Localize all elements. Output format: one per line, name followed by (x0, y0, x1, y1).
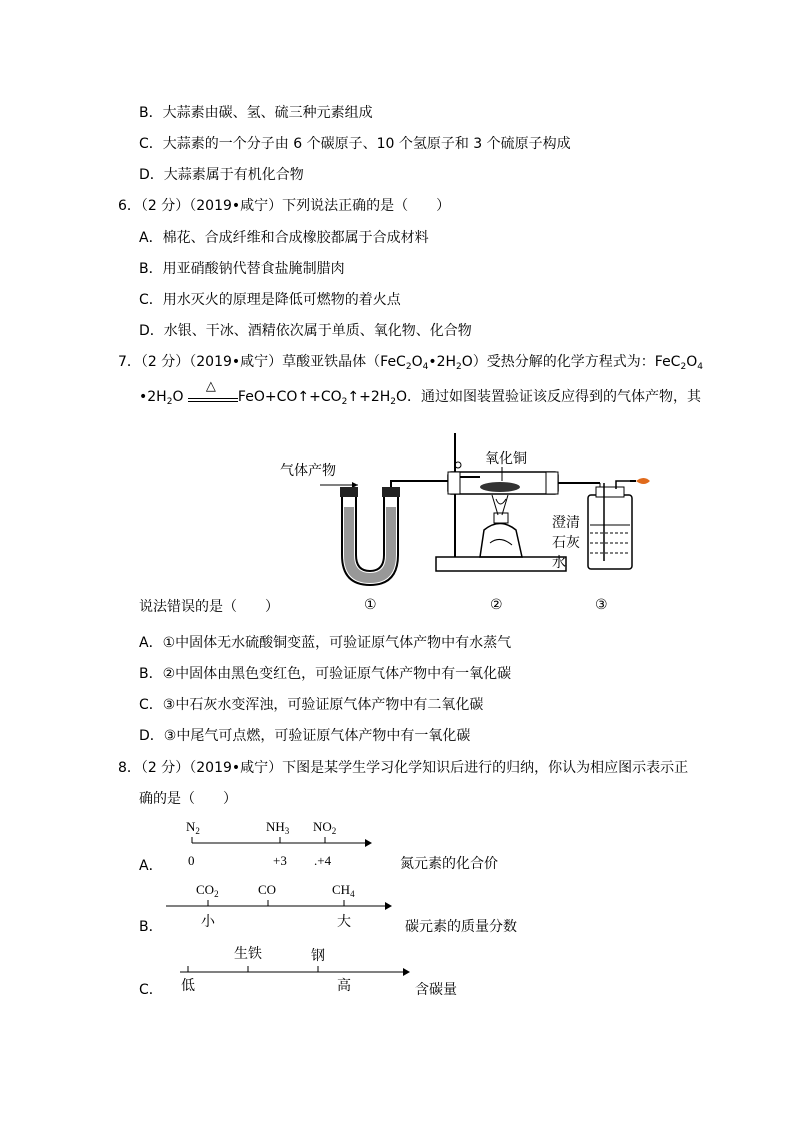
q7-option-b: B．②中固体由黑色变红色，可验证原气体产物中有一氧化碳 (139, 666, 512, 682)
q7-option-a: A．①中固体无水硫酸铜变蓝，可验证原气体产物中有水蒸气 (139, 635, 512, 651)
q8c-top-pig-iron: 生铁 (234, 946, 262, 962)
q8c-bottom-low: 低 (181, 978, 195, 994)
q7-stem-tail: 说法错误的是（ ） (139, 599, 279, 615)
q8b-caption: 碳元素的质量分数 (405, 919, 517, 935)
q8a-caption: 氮元素的化合价 (400, 856, 498, 872)
limewater-label-line3: 水 (552, 555, 566, 571)
q8a-bottom-0: 0 (188, 853, 195, 868)
q8-option-b-axis (160, 878, 540, 940)
limewater-label-line2: 石灰 (552, 535, 580, 551)
q8-option-a-axis (160, 815, 520, 875)
copper-oxide-label: 氧化铜 (485, 451, 527, 467)
q8b-bottom-large: 大 (337, 914, 351, 930)
flame-icon (636, 478, 650, 484)
q8-stem-line2: 确的是（ ） (139, 791, 237, 807)
q6-option-b: B．用亚硝酸钠代替食盐腌制腊肉 (139, 261, 345, 277)
wash-bottle (588, 481, 636, 569)
q6-option-d: D．水银、干冰、酒精依次属于单质、氧化物、化合物 (139, 323, 472, 339)
q8b-top-co: CO (258, 882, 277, 897)
alcohol-lamp (480, 495, 522, 557)
q6-option-c: C．用水灭火的原理是降低可燃物的着火点 (139, 292, 401, 308)
q8-option-c-axis (160, 940, 520, 1004)
q7-equation: $•2H_2O$ △ $FeO+CO↑+CO_2↑+2H_2O$．通过如图装置验证该反应得到的气体产物，其 (139, 379, 702, 407)
q8a-top-n2: $N_2$ (186, 819, 200, 836)
q8-stem-line1: 8．（2 分）（2019•咸宁）下图是某学生学习化学知识后进行的归纳，你认为相应图示表示正 (118, 760, 689, 776)
apparatus-number-2: ② (490, 597, 503, 613)
combustion-tube (448, 467, 558, 494)
q7-stem: 7．（2 分）（2019•咸宁）草酸亚铁晶体$(FeC_2O_4•2H_2O)$受热分解的化学方程式为：$FeC_2O_4$ (118, 354, 703, 372)
u-tube (340, 481, 415, 585)
gas-product-label: 气体产物 (280, 463, 336, 479)
heat-triangle-icon: △ (205, 379, 216, 394)
reaction-arrow (188, 379, 238, 406)
q8-option-b-label: B． (139, 919, 163, 935)
q8-option-c-label: C． (139, 982, 163, 998)
q8c-bottom-high: 高 (337, 978, 351, 994)
q8c-caption: 含碳量 (415, 982, 457, 998)
q8-option-a-label: A． (139, 858, 163, 874)
q8a-bottom-3: +3 (273, 853, 287, 868)
q7-option-c: C．③中石灰水变浑浊，可验证原气体产物中有二氧化碳 (139, 697, 484, 713)
q7-option-d: D．③中尾气可点燃，可验证原气体产物中有一氧化碳 (139, 728, 471, 744)
limewater-label-line1: 澄清 (552, 515, 580, 531)
q5-option-b: B．大蒜素由碳、氢、硫三种元素组成 (139, 105, 373, 121)
q8a-bottom-4: .+4 (314, 853, 332, 868)
q6-stem: 6．（2 分）（2019•咸宁）下列说法正确的是（ ） (118, 198, 451, 214)
apparatus-number-1: ① (364, 597, 377, 613)
apparatus-number-3: ③ (595, 597, 608, 613)
q5-option-d: D．大蒜素属于有机化合物 (139, 167, 304, 183)
q8b-bottom-small: 小 (201, 914, 215, 930)
q8a-top-nh3: $NH_3$ (266, 819, 290, 836)
q8b-top-co2: $CO_2$ (196, 882, 219, 899)
apparatus-diagram (270, 425, 660, 615)
q5-option-c: C．大蒜素的一个分子由 6 个碳原子、10 个氢原子和 3 个硫原子构成 (139, 136, 571, 152)
q8b-top-ch4: $CH_4$ (332, 882, 355, 899)
q6-option-a: A．棉花、合成纤维和合成橡胶都属于合成材料 (139, 230, 429, 246)
q8a-top-no2: $NO_2$ (313, 819, 337, 836)
q8c-top-steel: 钢 (311, 948, 325, 964)
